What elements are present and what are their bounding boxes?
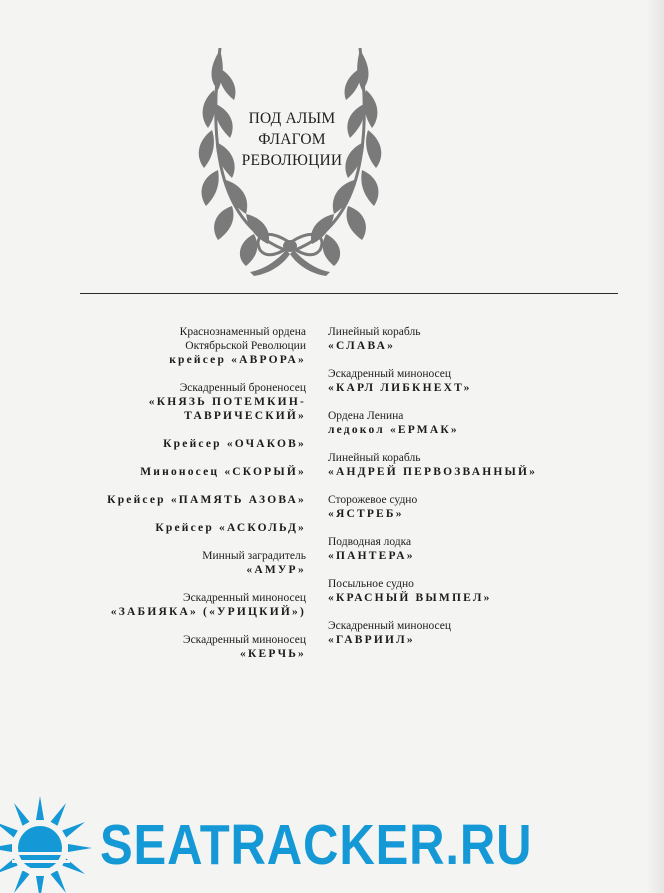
ship-name: «ЯСТРЕБ» <box>328 508 404 520</box>
ship-name: «ПАНТЕРА» <box>328 550 415 562</box>
ship-name: ТАВРИЧЕСКИЙ» <box>184 410 306 422</box>
ship-name: Миноносец «СКОРЫЙ» <box>140 466 306 478</box>
ship-line: Краснознаменный ордена <box>179 326 306 338</box>
ship-name: крейсер «АВРОРА» <box>169 354 306 366</box>
ship-name: «КРАСНЫЙ ВЫМПЕЛ» <box>328 592 492 604</box>
ship-name: «КНЯЗЬ ПОТЕМКИН- <box>148 396 306 408</box>
ship-list-right <box>328 325 618 647</box>
ship-entry <box>46 591 306 619</box>
ship-entry <box>328 409 618 437</box>
ship-entry <box>46 325 306 367</box>
ship-line: Линейный корабль <box>328 452 421 464</box>
ship-entry <box>328 577 618 605</box>
ship-name: Крейсер «ПАМЯТЬ АЗОВА» <box>107 494 306 506</box>
ship-entry <box>328 619 618 647</box>
ship-line: Линейный корабль <box>328 326 421 338</box>
ship-list-left <box>46 325 306 661</box>
ship-entry <box>46 437 306 451</box>
ship-name: «КЕРЧЬ» <box>240 648 306 660</box>
ship-name: «ЗАБИЯКА» («УРИЦКИЙ») <box>110 606 306 618</box>
ship-entry <box>46 381 306 423</box>
ship-name: «СЛАВА» <box>328 340 396 352</box>
ship-entry <box>46 549 306 577</box>
title-line: ФЛАГОМ <box>258 131 326 148</box>
ship-line: Посыльное судно <box>328 578 414 590</box>
ship-line: Минный заградитель <box>202 550 306 562</box>
ship-line: Эскадренный миноносец <box>328 620 452 632</box>
ship-line: Эскадренный броненосец <box>179 382 306 394</box>
ship-name: «АМУР» <box>246 564 306 576</box>
page-edge-shadow <box>646 0 664 893</box>
ship-line: Эскадренный миноносец <box>182 634 306 646</box>
title-line: РЕВОЛЮЦИИ <box>241 152 343 169</box>
ship-entry <box>328 325 618 353</box>
ship-name: «ГАВРИИЛ» <box>328 634 415 646</box>
ship-line: Эскадренный миноносец <box>328 368 452 380</box>
ship-line: Подводная лодка <box>328 536 412 548</box>
ship-name: ледокол «ЕРМАК» <box>328 424 459 436</box>
ship-line: Эскадренный миноносец <box>182 592 306 604</box>
ship-entry <box>46 521 306 535</box>
horizontal-divider <box>80 293 618 294</box>
ship-name: Крейсер «ОЧАКОВ» <box>163 438 306 450</box>
ship-entry <box>46 493 306 507</box>
section-title <box>222 108 362 171</box>
ship-entry <box>328 451 618 479</box>
ship-entry <box>328 535 618 563</box>
ship-entry <box>328 493 618 521</box>
ship-entry <box>46 633 306 661</box>
ship-entry <box>328 367 618 395</box>
ship-entry <box>46 465 306 479</box>
ship-name: «АНДРЕЙ ПЕРВОЗВАННЫЙ» <box>328 466 538 478</box>
watermark-text: SEATRACKER.RU <box>100 813 533 877</box>
ship-name: Крейсер «АСКОЛЬД» <box>155 522 306 534</box>
ship-line: Ордена Ленина <box>328 410 404 422</box>
ship-line: Октябрьской Революции <box>185 340 306 352</box>
title-line: ПОД АЛЫМ <box>248 110 336 127</box>
ship-name: «КАРЛ ЛИБКНЕХТ» <box>328 382 472 394</box>
ship-line: Сторожевое судно <box>328 494 418 506</box>
